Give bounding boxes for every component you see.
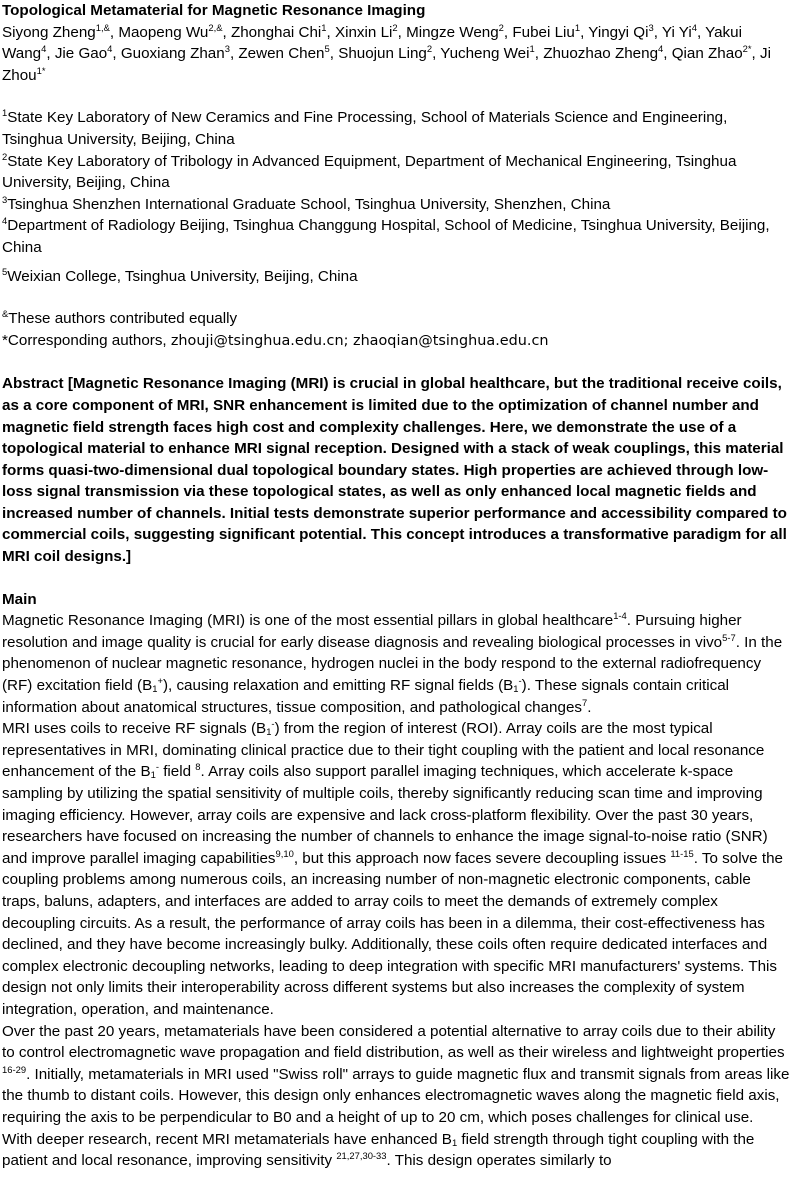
affiliation: [2, 151, 791, 194]
citation: 16-29: [2, 1063, 27, 1075]
author-name: Guoxiang Zhan: [120, 45, 225, 63]
author-affiliation-mark: 1: [321, 21, 327, 33]
affiliation-number: 5: [2, 265, 8, 277]
author-name: Fubei Liu: [512, 23, 575, 41]
paragraph-1: Magnetic Resonance Imaging (MRI) is one of the most essential pillars in global healthcare$^{1-4}$. Pursuing higher resolution and image quality is crucial for early disease diagnosis and revealing biological processes in vivo$^{5-7}$. In the phenomenon of nuclear magnetic resonance, hydrogen nuclei in the body respond to the external radiofrequency (RF) excitation field $(B_1^+)$, causing relaxation and emitting RF signal fields $(B_1^-)$. These signals contain critical information about anatomical structures, tissue composition, and pathological changes$^7$.: [2, 610, 783, 716]
citation: 8: [195, 761, 201, 773]
affiliation-text: Weixian College, Tsinghua University, Beijing, China: [7, 267, 358, 285]
author-name: Xinxin Li: [334, 23, 393, 41]
author-name: Shuojun Ling: [338, 45, 427, 63]
author-affiliation-mark: 4: [41, 43, 47, 55]
equal-contribution-note: [2, 308, 791, 330]
author-affiliation-mark: 4: [107, 43, 113, 55]
section-heading-main: Main: [2, 590, 37, 608]
author-affiliation-mark: 1: [529, 43, 535, 55]
author-name: Mingze Weng: [406, 23, 499, 41]
affiliation-text: State Key Laboratory of New Ceramics and Fine Processing, School of Materials Science and Engineering, Tsinghua University, Beijing, China: [2, 109, 728, 148]
author-name: Qian Zhao: [671, 45, 743, 63]
author-name: Ji Zhou: [2, 45, 771, 84]
affiliation: [2, 215, 791, 258]
citation: 11-15: [670, 847, 694, 859]
corresponding-label: *Corresponding authors,: [2, 331, 171, 349]
author-name: Yi Yi: [661, 23, 692, 41]
author-name: Yingyi Qi: [588, 23, 649, 41]
author-affiliation-mark: 2: [426, 43, 433, 55]
author-affiliation-mark: 4: [658, 43, 664, 55]
affiliation-text: Tsinghua Shenzhen International Graduate School, Tsinghua University, Shenzhen, China: [7, 195, 611, 213]
affiliation: [2, 194, 791, 216]
author-name: Yucheng Wei: [440, 45, 530, 63]
affiliation-number: 4: [2, 215, 8, 227]
author-name: Zewen Chen: [238, 45, 325, 63]
author-affiliation-mark: 2: [392, 21, 398, 33]
corresponding-authors-note: [2, 330, 791, 353]
author-name: Yakui Wang: [2, 23, 742, 63]
author-affiliation-mark: 2: [498, 21, 504, 33]
affiliation: [2, 107, 791, 150]
author-affiliation-mark: 2*: [742, 43, 752, 55]
paragraph-3: Over the past 20 years, metamaterials have been considered a potential alternative to array coils due to their ability to control electromagnetic wave propagation and field distribution, as well as their wireless and lightweight properties $^{16-29}$. Initially, metamaterials in MRI used "Swiss roll" arrays to guide magnetic flux and transmit signals from areas like the thumb to distant coils. However, this design only enhances electromagnetic waves along the magnetic field axis, requiring the axis to be perpendicular to B0 and a height of up to 20 cm, which poses challenges for clinical use.: [2, 1022, 790, 1126]
author-affiliation-mark: 1*: [36, 64, 46, 76]
affiliation-number: 3: [2, 193, 8, 205]
affiliation-text: State Key Laboratory of Tribology in Advanced Equipment, Department of Mechanical Engineering, Tsinghua University, Beijing, China: [2, 152, 737, 192]
author-name: Siyong Zheng: [2, 23, 96, 41]
citation: 5-7: [722, 632, 736, 644]
equal-contribution-mark: &: [2, 308, 9, 320]
author-affiliation-mark: 5: [324, 43, 330, 55]
author-affiliation-mark: 3: [648, 21, 654, 33]
author-list: Siyong Zheng$^{1,\&}$, Maopeng $Wu^{2,\&}$, Zhonghai Chi$^1$, Xinxin Li$^2$, Mingze Weng$^2$, Fubei Liu$^1$, Yingyi Qi$^3$, Yi Yi$^4$, Yakui Wang$^4$, Jie Gao$^4$, Guoxiang Zhan$^3$, Zewen Chen$^5$, Shuojun Ling$^2$, Yucheng Wei$^1$, Zhuozhao Zheng$^4$, Qian Zhao$^{2*}$, Ji Zhou$^{1*}$: [2, 21, 771, 84]
author-name: Maopeng Wu: [118, 23, 209, 41]
affiliation: [2, 266, 791, 288]
author-name: Zhuozhao Zheng: [543, 45, 659, 63]
author-affiliation-mark: 4: [691, 21, 697, 33]
citation: 1-4: [613, 610, 627, 622]
affiliation-list: [2, 107, 791, 287]
abstract: Abstract [Magnetic Resonance Imaging (MRI) is crucial in global healthcare, but the traditional receive coils, as a core component of MRI, SNR enhancement is limited due to the optimization of channel number and magnetic field strength faces high cost and complexity challenges. Here, we demonstrate the use of a topological material to enhance MRI signal reception. Designed with a stack of weak couplings, this material forms quasi-two-dimensional dual topological boundary states. High properties are achieved through low-loss signal transmission via these topological states, as well as only enhanced local magnetic fields and increased number of channels. Initial tests demonstrate superior performance and accessibility compared to commercial coils, suggesting significant potential. This concept introduces a transformative paradigm for all MRI coil designs.]: [2, 375, 787, 566]
affiliation-number: 2: [2, 150, 8, 162]
affiliation-text: Department of Radiology Beijing, Tsinghua Changgung Hospital, School of Medicine, Tsinghua University, Beijing, China: [2, 217, 770, 256]
corresponding-emails: zhouji@tsinghua.edu.cn; zhaoqian@tsinghua.edu.cn: [170, 332, 549, 349]
author-name: Zhonghai Chi: [230, 23, 322, 41]
citation: 9,10: [275, 847, 294, 859]
main-body: [2, 610, 791, 1171]
paragraph-2: MRI uses coils to receive RF signals $(B_1^-)$ from the region of interest (ROI). Array coils are the most typical representatives in MRI, dominating clinical practice due to their tight coupling with the patient and local resonance enhancement of the $B_1^-$ field $^8$. Array coils also support parallel imaging techniques, which accelerate k-space sampling by utilizing the spatial sensitivity of multiple coils, thereby significantly reducing scan time and improving imaging efficiency. However, array coils are expensive and lack cross-platform flexibility. Over the past 30 years, researchers have focused on increasing the number of channels to enhance the image signal-to-noise ratio (SNR) and improve parallel imaging capabilities$^{9,10}$, but this approach now faces severe decoupling issues $^{11-15}$. To solve the coupling problems among numerous coils, an increasing number of non-magnetic electronic components, cable traps, baluns, adapters, and interfaces are added to array coils to meet the demands of extremely complex decoupling circuits. As a result, the performance of array coils has been in a dilemma, their cost-effectiveness has declined, and they have become increasingly bulky. Additionally, these coils often require dedicated interfaces and complex electronic decoupling networks, leading to deep integration with specific MRI manufacturers' systems. This design not only limits their interoperability across different systems but also increases the complexity of system integration, operation, and maintenance.: [2, 718, 783, 1018]
citation: 7: [582, 696, 588, 708]
equal-contribution-text: These authors contributed equally: [8, 310, 238, 328]
paper-title: Topological Metamaterial for Magnetic Resonance Imaging: [2, 2, 426, 19]
author-affiliation-mark: 3: [224, 43, 230, 55]
citation: 21,27,30-33: [336, 1150, 387, 1162]
author-affiliation-mark: 1: [574, 21, 581, 33]
affiliation-number: 1: [2, 107, 8, 119]
author-affiliation-mark: 1,&: [95, 21, 110, 33]
author-name: Jie Gao: [54, 45, 108, 63]
author-affiliation-mark: 2,&: [208, 21, 223, 33]
paragraph-4: With deeper research, recent MRI metamaterials have enhanced $B_1$ field strength through tight coupling with the patient and local resonance, improving sensitivity $^{21,27,30-33}$. This design operates similarly to: [2, 1130, 755, 1170]
